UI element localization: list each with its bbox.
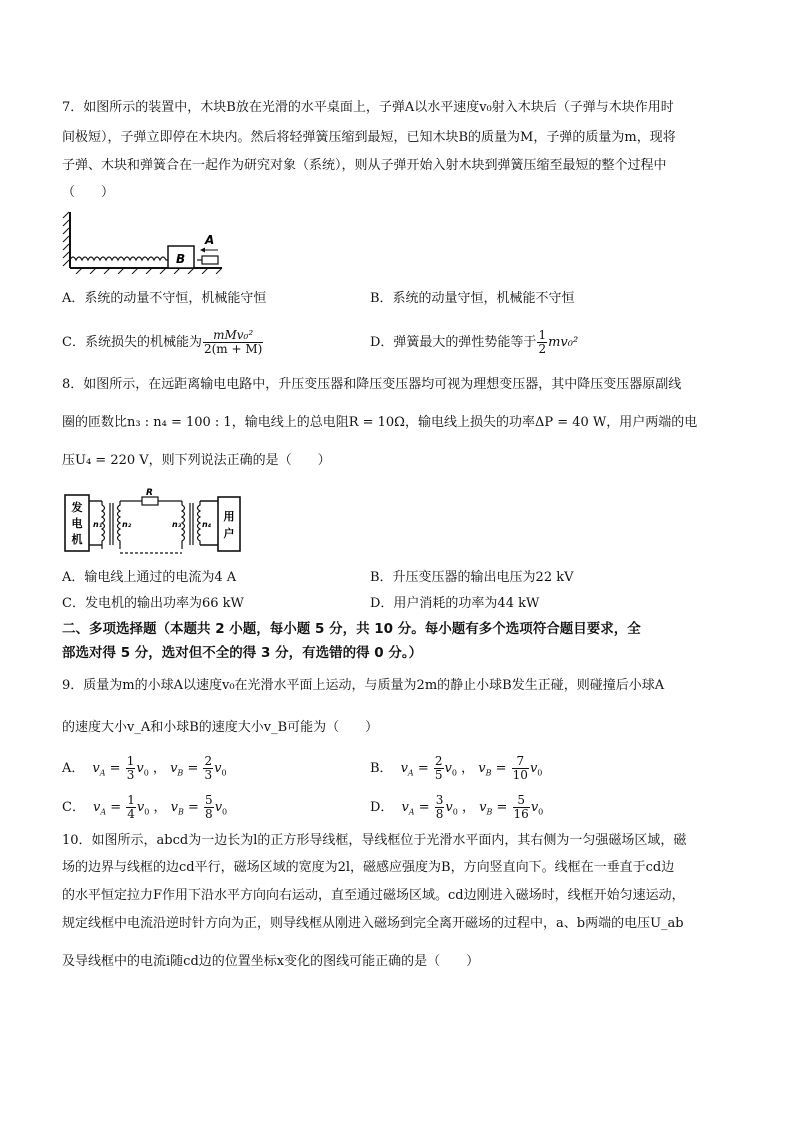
q10-line-4: 规定线框中电流沿逆时针方向为正，则导线框从刚进入磁场到完全离开磁场的过程中，a、b两端的电压U_ab xyxy=(62,916,684,931)
q7-option-d-fraction xyxy=(537,329,547,356)
bullet-a-label: A xyxy=(205,233,215,247)
q8-option-c: C．发电机的输出功率为66 kW xyxy=(62,596,244,611)
section-2-heading-line-1: 二、多项选择题（本题共 2 小题，每小题 5 分，共 10 分。每小题有多个选项符合题目要求，全 xyxy=(62,621,641,637)
q10-line-3: 的水平恒定拉力F作用下沿水平方向向右运动，直至通过磁场区域。cd边刚进入磁场时，线框开始匀速运动， xyxy=(62,888,685,903)
q9-c-va-denominator: 4 xyxy=(127,807,135,821)
q8-option-b: B．升压变压器的输出电压为22 kV xyxy=(370,570,574,585)
q7-line-2: 间极短），子弹立即停在木块内。然后将轻弹簧压缩到最短，已知木块B的质量为M，子弹的质量为m，现将 xyxy=(62,130,676,145)
q7-option-c-denominator: 2(m + M) xyxy=(203,342,263,356)
q9-line-1: 9．质量为m的小球A以速度v₀在光滑水平面上运动，与质量为2m的静止小球B发生正碰，则碰撞后小球A xyxy=(62,678,665,693)
q8-line-2: 圈的匝数比n₃ : n₄ = 100 : 1，输电线上的总电阻R = 10Ω，输电线上损失的功率ΔP = 40 W，用户两端的电 xyxy=(62,415,698,430)
q9-c-va-numerator: 1 xyxy=(127,793,135,807)
q9-b-vb-denominator: 10 xyxy=(512,768,528,782)
q7-option-c-numerator: mMv₀² xyxy=(203,329,263,343)
q9-a-vb-numerator: 2 xyxy=(204,754,213,768)
bullet-a xyxy=(202,256,218,264)
q8-line-3: 压U₄ = 220 V，则下列说法正确的是（ ） xyxy=(62,453,331,468)
svg-text:机: 机 xyxy=(71,533,83,546)
q9-option-a-label: A． xyxy=(62,761,85,776)
q7-option-c-fraction xyxy=(203,329,263,356)
user-box xyxy=(218,497,240,551)
q9-d-vb-numerator: 5 xyxy=(513,794,530,808)
q9-option-c: C． $v_A$ = $\frac{1}{4}$ $v_0$ ， $v_B$ = $\frac{5}{8}$ $v_0$ xyxy=(62,793,228,821)
user-label: 用 xyxy=(223,510,235,523)
n1-label: n₁ xyxy=(93,520,103,529)
q9-a-va-numerator: 1 xyxy=(126,754,135,768)
q7-option-c xyxy=(62,324,264,362)
q9-option-a: A． $v_A$ = $\frac{1}{3}$ $v_0$ ， $v_B$ = $\frac{2}{3}$ $v_0$ xyxy=(62,754,227,782)
q9-c-vb-numerator: 5 xyxy=(205,793,213,807)
q10-line-2: 场的边界与线框的边cd平行，磁场区域的宽度为2l，磁感应强度为B，方向竖直向下。线框在一垂直于cd边 xyxy=(62,860,675,875)
section-2-heading-line-2: 部选对得 5 分，选对但不全的得 3 分，有选错的得 0 分。） xyxy=(62,645,423,661)
q9-line-2: 的速度大小v_A和小球B的速度大小v_B可能为（ ） xyxy=(62,720,379,735)
block-b-label: B xyxy=(176,252,186,266)
n3-label: n₃ xyxy=(172,520,182,529)
q7-option-d-prefix: D．弹簧最大的弹性势能等于 xyxy=(370,335,537,350)
n4-label: n₄ xyxy=(202,520,212,529)
q9-d-vb-denominator: 16 xyxy=(513,807,529,821)
svg-text:电: 电 xyxy=(71,517,83,530)
q7-option-c-prefix: C．系统损失的机械能为 xyxy=(62,335,202,350)
q9-a-vb-denominator: 3 xyxy=(204,768,213,782)
q8-option-a: A．输电线上通过的电流为4 A xyxy=(62,570,237,585)
power-transmission-figure xyxy=(62,487,244,559)
q8-line-1: 8．如图所示，在远距离输电电路中，升压变压器和降压变压器均可视为理想变压器，其中降压变压器原副线 xyxy=(62,377,682,392)
q9-option-d-label: D． xyxy=(370,800,394,815)
svg-text:户: 户 xyxy=(223,527,235,540)
q7-option-d xyxy=(370,324,578,362)
q10-line-1: 10．如图所示，abcd为一边长为l的正方形导线框，导线框位于光滑水平面内，其右侧为一匀强磁场区域，磁 xyxy=(62,833,687,848)
q9-b-vb-numerator: 7 xyxy=(512,755,529,769)
q7-option-d-denominator: 2 xyxy=(538,342,547,356)
q9-b-va-numerator: 2 xyxy=(434,754,443,768)
generator-label: 发 xyxy=(71,501,83,514)
q10-line-5: 及导线框中的电流i随cd边的位置坐标x变化的图线可能正确的是（ ） xyxy=(62,954,480,969)
q9-d-va-denominator: 8 xyxy=(435,807,444,821)
resistor xyxy=(142,497,158,505)
q7-option-d-numerator: 1 xyxy=(538,328,547,342)
q7-option-a: A．系统的动量不守恒，机械能守恒 xyxy=(62,291,267,306)
q9-option-c-label: C． xyxy=(62,800,85,815)
spring-block-figure xyxy=(62,208,224,274)
q9-a-va-denominator: 3 xyxy=(126,768,135,782)
resistor-label: R xyxy=(146,488,153,498)
q9-option-b: B． $v_A$ = $\frac{2}{5}$ $v_0$ ， $v_B$ = $\frac{7}{10}$ $v_0$ xyxy=(370,754,543,782)
q7-line-4: （ ） xyxy=(62,185,115,200)
q9-c-vb-denominator: 8 xyxy=(205,807,213,821)
n2-label: n₂ xyxy=(122,520,132,529)
q9-b-va-denominator: 5 xyxy=(434,768,443,782)
q7-line-3: 子弹、木块和弹簧合在一起作为研究对象（系统），则从子弹开始入射木块到弹簧压缩至最短的整个过程中 xyxy=(62,158,667,173)
q9-option-d: D． $v_A$ = $\frac{3}{8}$ $v_0$ ， $v_B$ = $\frac{5}{16}$ $v_0$ xyxy=(370,793,544,821)
spring xyxy=(70,257,168,260)
q7-option-d-suffix: mv₀² xyxy=(548,335,579,350)
q7-option-b: B．系统的动量守恒，机械能不守恒 xyxy=(370,291,575,306)
q8-option-d: D．用户消耗的功率为44 kW xyxy=(370,596,540,611)
q7-line-1: 7．如图所示的装置中，木块B放在光滑的水平桌面上，子弹A以水平速度v₀射入木块后（子弹与木块作用时 xyxy=(62,100,674,115)
q9-d-va-numerator: 3 xyxy=(435,793,444,807)
q9-option-b-label: B． xyxy=(370,761,393,776)
